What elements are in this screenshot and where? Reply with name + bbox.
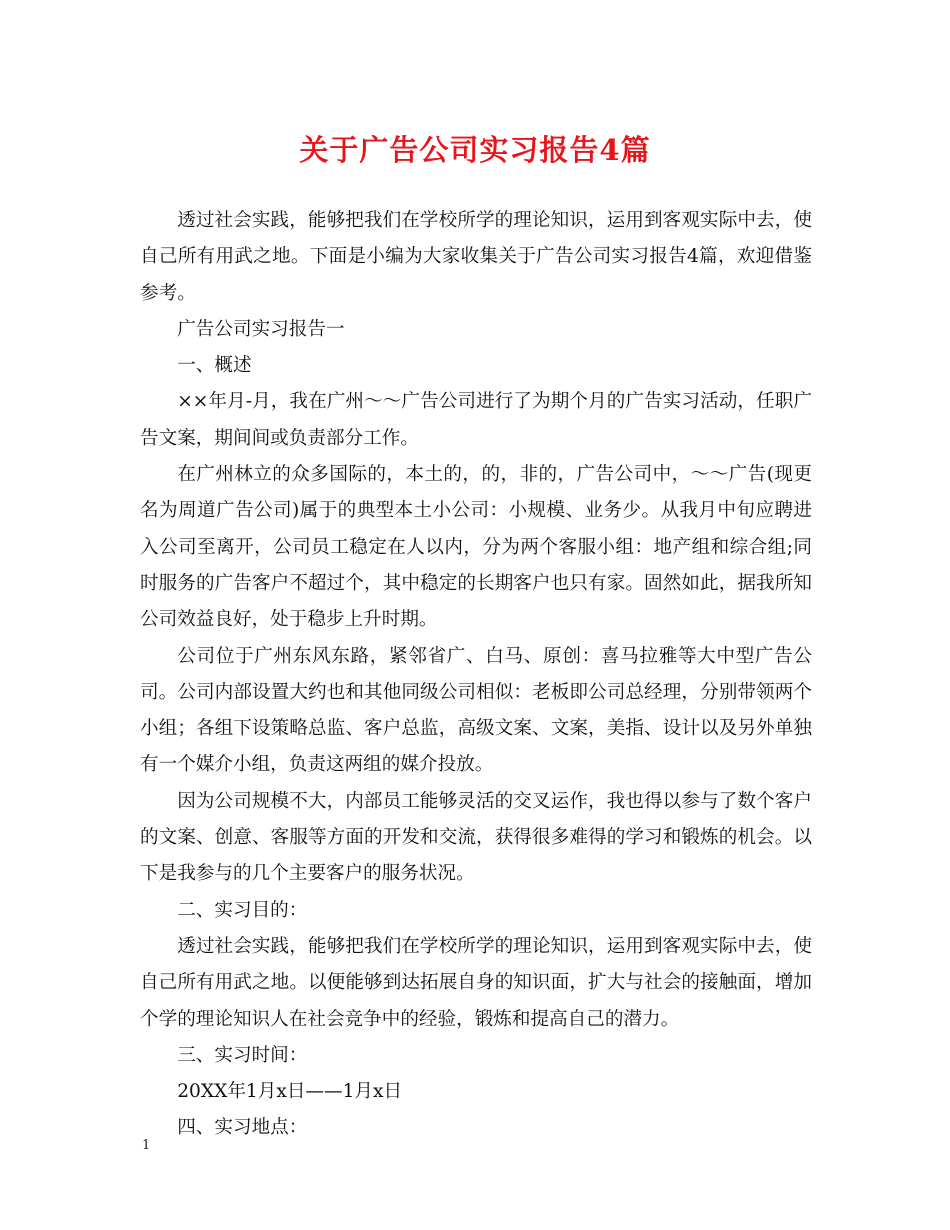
section-heading-time: 三、实习时间：: [177, 1044, 308, 1066]
section-heading-purpose: 二、实习目的：: [177, 899, 308, 921]
section-heading-overview: 一、概述: [177, 355, 252, 377]
paragraph-time: 20XX年1月x日——1月x日: [177, 1081, 403, 1103]
paragraph-company-profile: 在广州林立的众多国际的，本土的，的，非的，广告公司中，～～广告(现更名为周道广告公司)属于的典型本土小公司：小规模、业务少。从我月中旬应聘进入公司至离开，公司员工稳定在人以内，分为两个客服小组：地产组和综合组;同时服务的广告客户不超过个，其中稳定的长期客户也只有家。固然如此，据我所知公司效益良好，处于稳步上升时期。: [140, 464, 812, 631]
section-heading-location: 四、实习地点：: [177, 1117, 308, 1139]
document-title: 关于广告公司实习报告4篇: [299, 133, 651, 167]
paragraph-purpose: 透过社会实践，能够把我们在学校所学的理论知识，运用到客观实际中去，使自己所有用武之地。以便能够到达拓展自身的知识面，扩大与社会的接触面，增加个学的理论知识人在社会竞争中的经验，锻炼和提高自己的潜力。: [140, 935, 812, 1030]
page-number: 1: [142, 1138, 151, 1153]
paragraph-participation: 因为公司规模不大，内部员工能够灵活的交叉运作，我也得以参与了数个客户的文案、创意、客服等方面的开发和交流，获得很多难得的学习和锻炼的机会。以下是我参与的几个主要客户的服务状况。: [140, 790, 812, 885]
document-body: [140, 203, 812, 1147]
paragraph-company-location: 公司位于广州东风东路，紧邻省广、白马、原创：喜马拉雅等大中型广告公司。公司内部设置大约也和其他同级公司相似：老板即公司总经理，分别带领两个小组；各组下设策略总监、客户总监，高级文案、文案，美指、设计以及另外单独有一个媒介小组，负责这两组的媒介投放。: [140, 645, 812, 776]
paragraph-overview: ××年月-月，我在广州～～广告公司进行了为期个月的广告实习活动，任职广告文案，期间间或负责部分工作。: [140, 391, 812, 449]
paragraph-intro: 透过社会实践，能够把我们在学校所学的理论知识，运用到客观实际中去，使自己所有用武之地。下面是小编为大家收集关于广告公司实习报告4篇，欢迎借鉴参考。: [140, 210, 812, 304]
section-heading-report-one: 广告公司实习报告一: [177, 318, 345, 340]
